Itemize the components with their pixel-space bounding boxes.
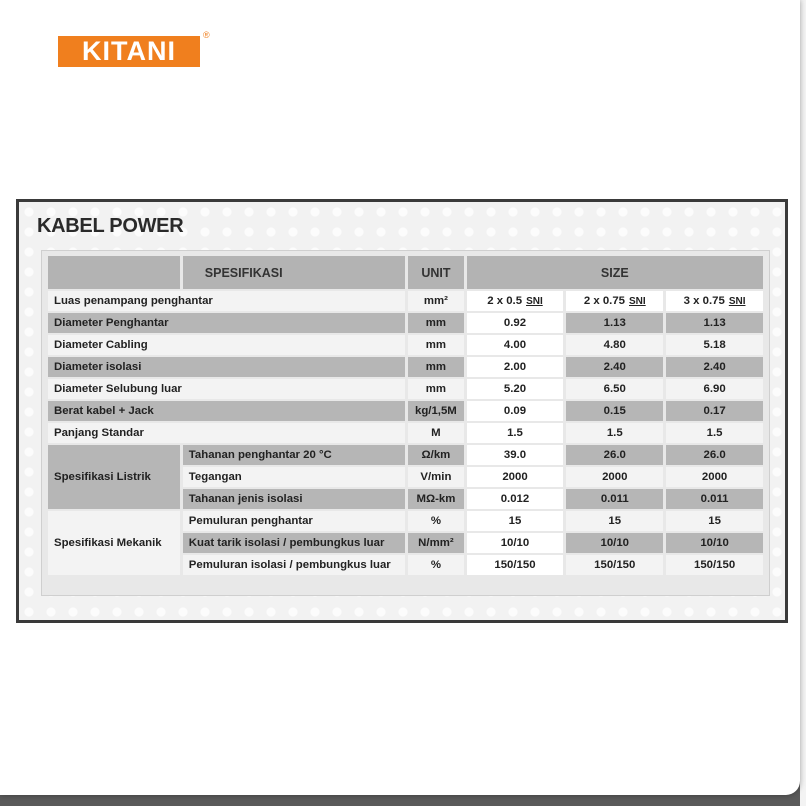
value-cell: 10/10	[566, 533, 663, 553]
table-row	[48, 313, 763, 333]
value-cell: 0.15	[566, 401, 663, 421]
value-cell: 4.00	[467, 335, 564, 355]
sheet-title: KABEL POWER	[37, 215, 184, 237]
group-label: Spesifikasi Mekanik	[48, 511, 180, 575]
value-cell: 15	[566, 511, 663, 531]
kitani-logo: KITANI	[58, 36, 200, 67]
row-unit: N/mm²	[408, 533, 463, 553]
value-cell: 0.011	[666, 489, 763, 509]
header-size: SIZE	[467, 256, 763, 289]
row-label: Diameter isolasi	[48, 357, 405, 377]
row-unit: mm	[408, 357, 463, 377]
row-label: Tahanan penghantar 20 °C	[183, 445, 405, 465]
row-label: Tahanan jenis isolasi	[183, 489, 405, 509]
value-cell: 39.0	[467, 445, 564, 465]
header-row	[48, 256, 763, 289]
row-unit: M	[408, 423, 463, 443]
value-cell: 2000	[566, 467, 663, 487]
row-unit: mm²	[408, 291, 463, 311]
group-label: Spesifikasi Listrik	[48, 445, 180, 509]
row-label: Panjang Standar	[48, 423, 405, 443]
header-blank	[48, 256, 180, 289]
table-row	[48, 291, 763, 311]
header-spec: SPESIFIKASI	[183, 256, 405, 289]
row-label: Pemuluran isolasi / pembungkus luar	[183, 555, 405, 575]
value-cell: 10/10	[467, 533, 564, 553]
value-cell: 0.011	[566, 489, 663, 509]
value-cell: 26.0	[666, 445, 763, 465]
row-label: Luas penampang penghantar	[48, 291, 405, 311]
value-cell: 1.5	[666, 423, 763, 443]
table-row	[48, 379, 763, 399]
value-cell: 2000	[467, 467, 564, 487]
value-cell: 150/150	[467, 555, 564, 575]
row-unit: %	[408, 555, 463, 575]
size-cell	[467, 291, 564, 311]
value-cell: 2.40	[666, 357, 763, 377]
row-label: Diameter Selubung luar	[48, 379, 405, 399]
size-label: 3 x 0.75	[683, 295, 725, 307]
value-cell: 10/10	[666, 533, 763, 553]
table-row	[48, 357, 763, 377]
value-cell: 26.0	[566, 445, 663, 465]
table-row	[48, 335, 763, 355]
value-cell: 4.80	[566, 335, 663, 355]
table-row	[48, 445, 763, 465]
value-cell: 0.09	[467, 401, 564, 421]
table-row	[48, 423, 763, 443]
header-unit: UNIT	[408, 256, 463, 289]
value-cell: 5.18	[666, 335, 763, 355]
value-cell: 2.40	[566, 357, 663, 377]
value-cell: 6.50	[566, 379, 663, 399]
size-cell	[566, 291, 663, 311]
size-cell	[666, 291, 763, 311]
row-unit: mm	[408, 379, 463, 399]
row-unit: Ω/km	[408, 445, 463, 465]
table-row	[48, 401, 763, 421]
sni-mark: SNI	[526, 296, 543, 307]
size-label: 2 x 0.5	[487, 295, 523, 307]
value-cell: 0.92	[467, 313, 564, 333]
spec-table	[45, 254, 766, 577]
row-label: Diameter Cabling	[48, 335, 405, 355]
registered-mark: ®	[203, 30, 210, 40]
spec-sheet-image	[16, 199, 788, 623]
value-cell: 15	[467, 511, 564, 531]
sni-mark: SNI	[728, 296, 746, 307]
value-cell: 150/150	[666, 555, 763, 575]
value-cell: 15	[666, 511, 763, 531]
value-cell: 1.13	[566, 313, 663, 333]
size-label: 2 x 0.75	[583, 295, 626, 307]
value-cell: 1.13	[666, 313, 763, 333]
value-cell: 0.17	[666, 401, 763, 421]
row-label: Tegangan	[183, 467, 405, 487]
value-cell: 2000	[666, 467, 763, 487]
value-cell: 1.5	[467, 423, 564, 443]
value-cell: 5.20	[467, 379, 564, 399]
value-cell: 150/150	[566, 555, 663, 575]
scrollbar-edge[interactable]	[800, 0, 806, 806]
row-label: Diameter Penghantar	[48, 313, 405, 333]
value-cell: 6.90	[666, 379, 763, 399]
sni-mark: SNI	[629, 296, 646, 307]
table-row	[48, 511, 763, 531]
row-label: Berat kabel + Jack	[48, 401, 405, 421]
row-unit: V/min	[408, 467, 463, 487]
row-label: Pemuluran penghantar	[183, 511, 405, 531]
value-cell: 2.00	[467, 357, 564, 377]
row-unit: kg/1,5M	[408, 401, 463, 421]
row-unit: mm	[408, 335, 463, 355]
spec-table-frame	[41, 250, 770, 596]
value-cell: 1.5	[566, 423, 663, 443]
row-label: Kuat tarik isolasi / pembungkus luar	[183, 533, 405, 553]
value-cell: 0.012	[467, 489, 564, 509]
row-unit: MΩ-km	[408, 489, 463, 509]
row-unit: %	[408, 511, 463, 531]
row-unit: mm	[408, 313, 463, 333]
